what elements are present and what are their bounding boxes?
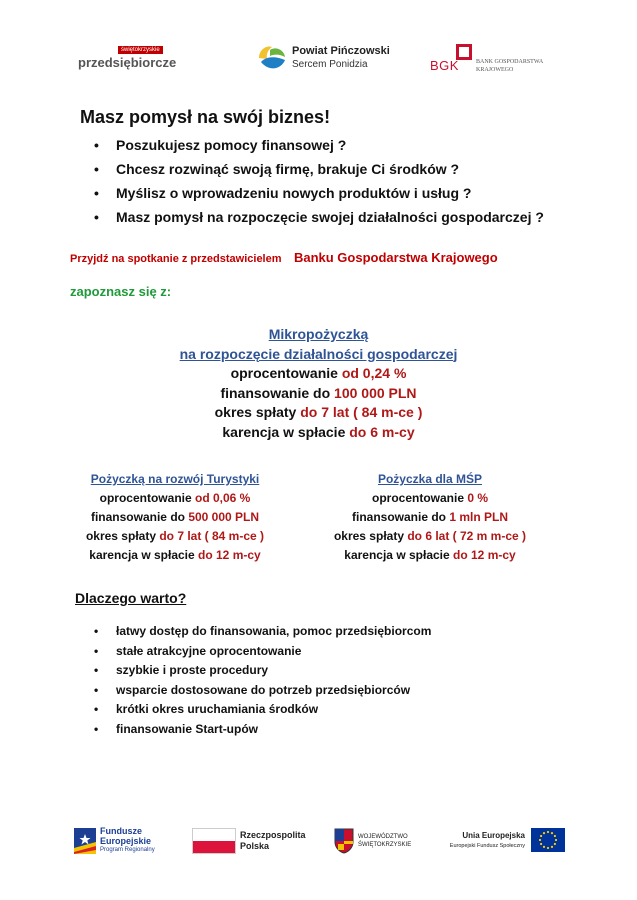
tourism-period: okres spłaty do 7 lat ( 84 m-ce ) bbox=[85, 529, 265, 543]
logo-bgk bbox=[424, 44, 574, 78]
logo-rzeczpospolita bbox=[192, 828, 306, 856]
tourism-section bbox=[66, 470, 284, 565]
logo-bgk-mark: BGK bbox=[430, 58, 459, 73]
micro-rate: oprocentowanie od 0,24 % bbox=[230, 365, 407, 381]
why-title: Dlaczego warto? bbox=[75, 590, 187, 606]
ue-line2: Europejski Fundusz Społeczny bbox=[449, 843, 525, 849]
bullet-icon: • bbox=[94, 185, 99, 201]
bullet-icon: • bbox=[94, 137, 99, 153]
intro-title: Masz pomysł na swój biznes! bbox=[80, 107, 331, 127]
logo-swietokrzyskie bbox=[78, 46, 188, 76]
ue-line1: Unia Europejska bbox=[462, 831, 525, 840]
invite-bank: Banku Gospodarstwa Krajowego bbox=[293, 250, 498, 265]
fundusze-line1: Fundusze bbox=[100, 826, 142, 836]
ws-line1: WOJEWÓDZTWO bbox=[358, 834, 408, 840]
intro-item: • Masz pomysł na rozpoczęcie swojej działalności gospodarczej ? bbox=[90, 205, 544, 229]
micro-period: okres spłaty do 7 lat ( 84 m-ce ) bbox=[214, 404, 423, 420]
fundusze-line2: Europejskie bbox=[100, 836, 152, 846]
logo-swietokrzyskie-text: przedsiębiorcze bbox=[78, 55, 177, 70]
why-item: • łatwy dostęp do finansowania, pomoc przedsiębiorcom bbox=[90, 622, 431, 642]
why-item: • krótki okres uruchamiania środków bbox=[90, 700, 431, 720]
msp-section bbox=[318, 470, 542, 565]
tourism-rate: oprocentowanie od 0,06 % bbox=[99, 491, 251, 505]
rp-line1: Rzeczpospolita bbox=[240, 830, 306, 840]
why-list bbox=[90, 622, 431, 739]
micro-section bbox=[100, 325, 537, 442]
logo-wojewodztwo bbox=[334, 826, 424, 856]
eu-flag-icon bbox=[531, 828, 565, 852]
intro-list bbox=[90, 133, 544, 229]
fundusze-line3: Program Regionalny bbox=[100, 847, 155, 853]
intro-item: • Poszukujesz pomocy finansowej ? bbox=[90, 133, 544, 157]
invite-prefix: Przyjdź na spotkanie z przedstawicielem bbox=[70, 253, 282, 265]
tourism-title: Pożyczką na rozwój Turystyki bbox=[90, 472, 260, 486]
logo-powiat bbox=[256, 42, 396, 76]
why-item: • finansowanie Start-upów bbox=[90, 720, 431, 740]
msp-financing: finansowanie do 1 mln PLN bbox=[351, 510, 509, 524]
learn-label: zapoznasz się z: bbox=[70, 284, 172, 299]
logo-powiat-name: Powiat Pińczowski bbox=[292, 45, 390, 57]
logo-fundusze bbox=[74, 826, 184, 858]
bullet-icon: • bbox=[94, 161, 99, 177]
bullet-icon: • bbox=[94, 682, 99, 697]
logo-bgk-line1: BANK GOSPODARSTWA bbox=[476, 59, 544, 65]
tourism-financing: finansowanie do 500 000 PLN bbox=[90, 510, 260, 524]
bullet-icon: • bbox=[94, 643, 99, 658]
micro-subtitle: na rozpoczęcie działalności gospodarczej bbox=[179, 345, 458, 362]
ws-line2: ŚWIĘTOKRZYSKIE bbox=[358, 842, 412, 848]
logo-ue bbox=[440, 826, 565, 856]
logo-swietokrzyskie-tag: świętokrzyskie bbox=[118, 46, 163, 54]
why-item: • stałe atrakcyjne oprocentowanie bbox=[90, 642, 431, 662]
invite-line bbox=[70, 249, 498, 267]
why-item: • szybkie i proste procedury bbox=[90, 661, 431, 681]
msp-grace: karencja w spłacie do 12 m-cy bbox=[344, 548, 516, 562]
coat-of-arms-icon bbox=[334, 828, 354, 854]
logo-powiat-slogan: Sercem Ponidzia bbox=[292, 59, 368, 70]
rp-line2: Polska bbox=[240, 841, 270, 851]
bullet-icon: • bbox=[94, 702, 99, 716]
powiat-icon bbox=[256, 42, 288, 74]
tourism-grace: karencja w spłacie do 12 m-cy bbox=[89, 548, 261, 562]
logo-bgk-line2: KRAJOWEGO bbox=[476, 67, 514, 73]
fundusze-icon bbox=[74, 828, 96, 854]
bullet-icon: • bbox=[94, 721, 99, 736]
intro-item: • Chcesz rozwinąć swoją firmę, brakuje Ci środków ? bbox=[90, 157, 544, 181]
polish-flag-icon bbox=[192, 828, 236, 854]
msp-rate: oprocentowanie 0 % bbox=[371, 491, 489, 505]
micro-financing: finansowanie do 100 000 PLN bbox=[220, 384, 417, 401]
msp-period: okres spłaty do 6 lat ( 72 m m-ce ) bbox=[333, 529, 527, 543]
why-item: • wsparcie dostosowane do potrzeb przedsiębiorców bbox=[90, 681, 431, 701]
bullet-icon: • bbox=[94, 624, 99, 638]
micro-grace: karencja w spłacie do 6 m-cy bbox=[222, 423, 415, 440]
msp-title: Pożyczka dla MŚP bbox=[377, 472, 483, 486]
micro-title: Mikropożyczką bbox=[268, 326, 369, 342]
bullet-icon: • bbox=[94, 663, 99, 677]
intro-item: • Myślisz o wprowadzeniu nowych produktów i usług ? bbox=[90, 181, 544, 205]
bullet-icon: • bbox=[94, 209, 99, 225]
